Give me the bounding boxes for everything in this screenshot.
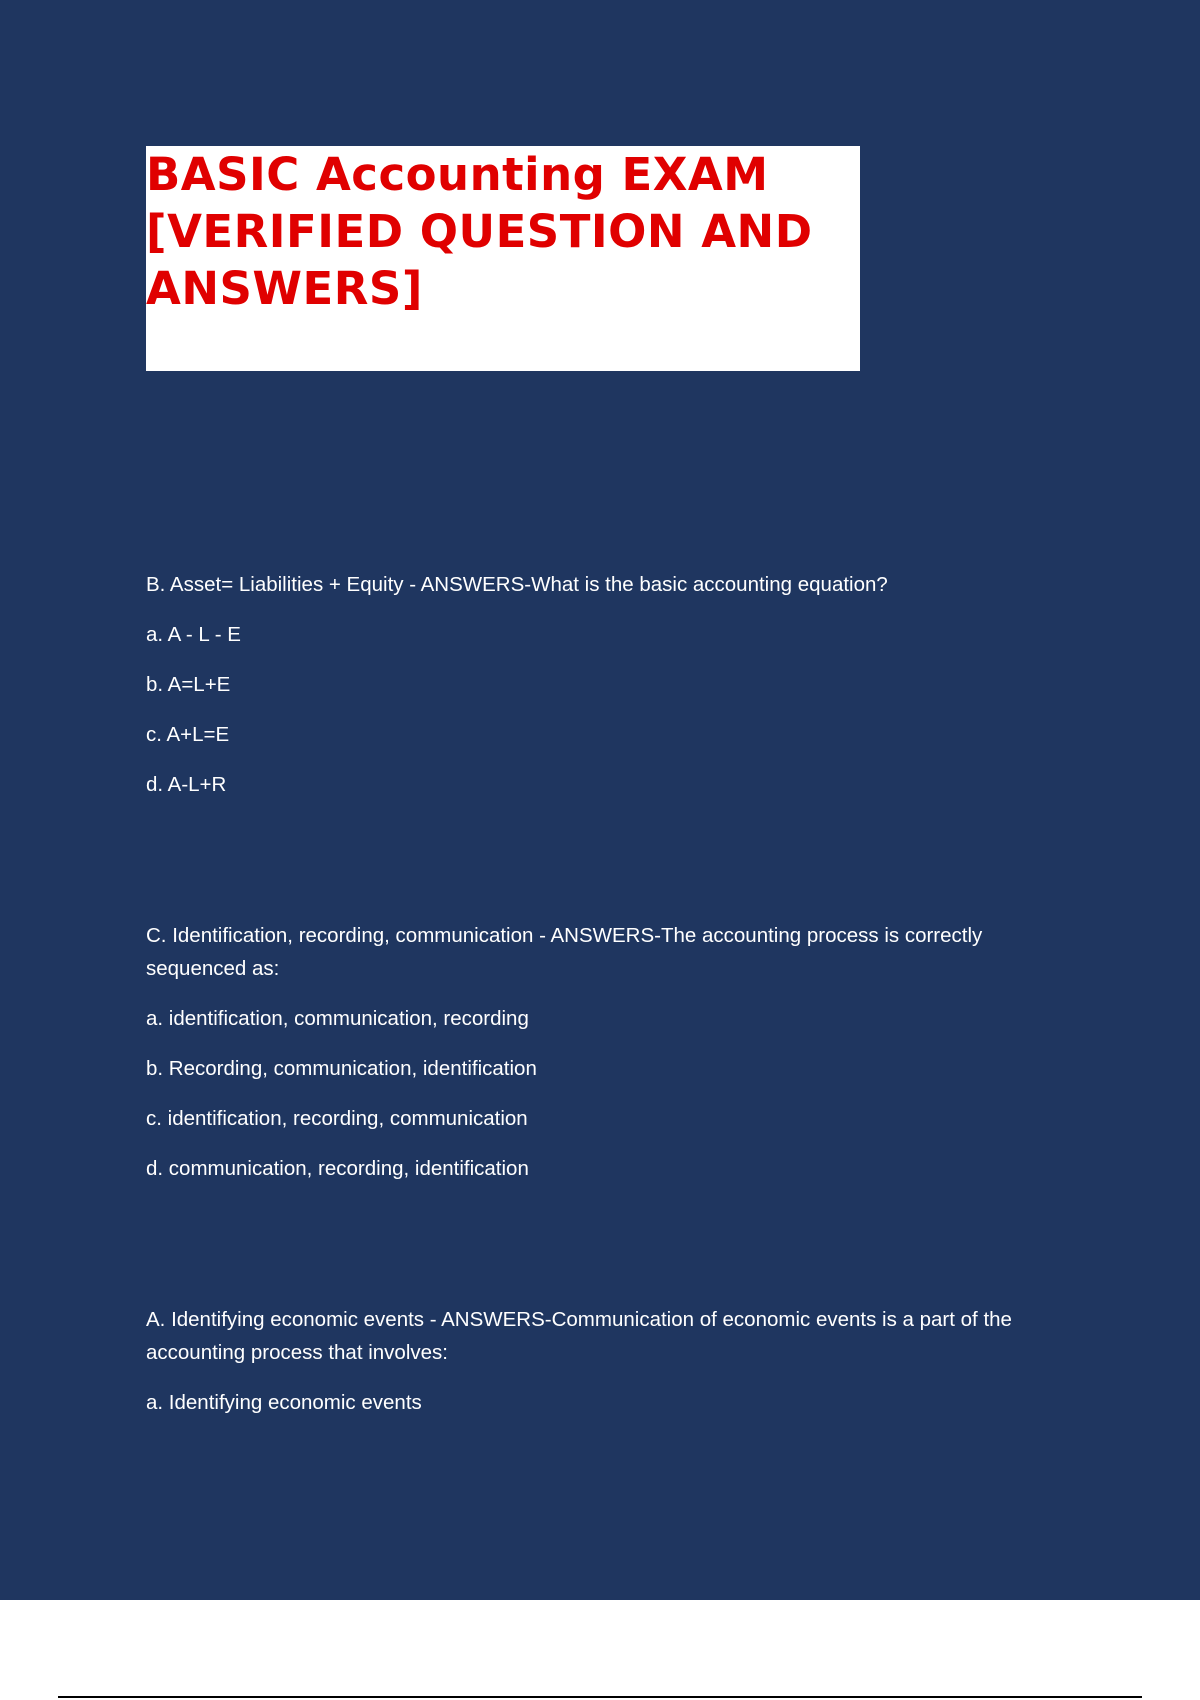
question-block [146,568,1086,818]
document-title: BASIC Accounting EXAM [VERIFIED QUESTION AND ANSWERS] [146,148,813,315]
answer-option: a. identification, communication, recording [146,1007,529,1030]
answer-option: b. A=L+E [146,673,231,696]
question-block [146,919,1086,1202]
question-block [146,1303,1086,1436]
answer-option: c. A+L=E [146,723,230,746]
answer-option: a. Identifying economic events [146,1391,422,1414]
question-text: C. Identification, recording, communication - ANSWERS-The accounting process is correctly sequenced as: [146,924,983,980]
answer-option: a. A - L - E [146,623,241,646]
title-box [146,146,860,371]
answer-option: d. A-L+R [146,773,227,796]
answer-option: d. communication, recording, identification [146,1157,529,1180]
answer-option: c. identification, recording, communication [146,1107,528,1130]
question-text: B. Asset= Liabilities + Equity - ANSWERS-What is the basic accounting equation? [146,573,888,596]
footer-divider [58,1696,1142,1698]
answer-option: b. Recording, communication, identification [146,1057,537,1080]
question-text: A. Identifying economic events - ANSWERS-Communication of economic events is a part of the accounting process that involves: [146,1308,1012,1364]
